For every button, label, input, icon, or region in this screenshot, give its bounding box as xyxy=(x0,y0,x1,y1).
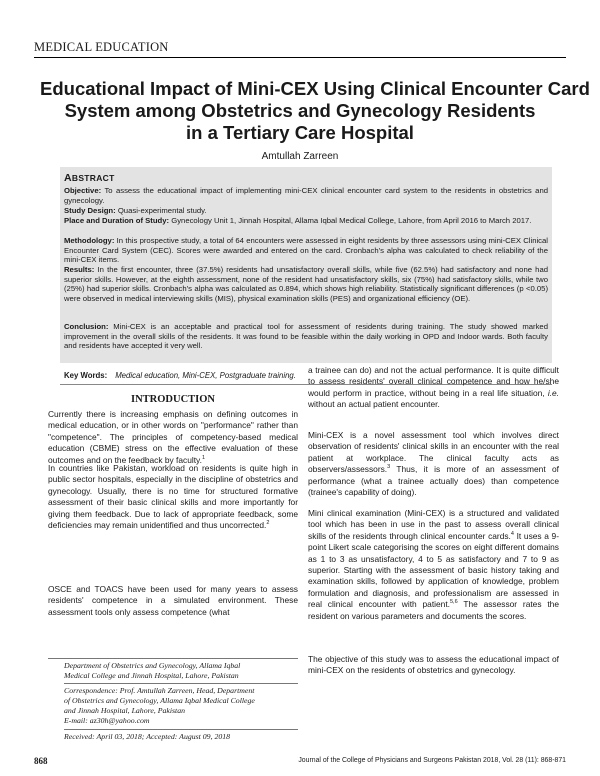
abstract-heading xyxy=(64,172,115,184)
journal-citation-footer: Journal of the College of Physicians and Surgeons Pakistan 2018, Vol. 28 (11): 868-871 xyxy=(298,757,566,764)
abstract-place xyxy=(64,216,548,226)
place-label: Place and Duration of Study: xyxy=(64,216,170,225)
section-label: MEDICAL EDUCATION xyxy=(34,40,169,54)
citation: 2 xyxy=(266,520,270,527)
correspondence: Correspondence: Prof. Amtullah Zarreen, Head, Department of Obstetrics and Gynecology, Allama Iqbal Medical College and Jinnah Hospital, Lahore, Pakistan E-mail: az30h@yahoo.com xyxy=(64,686,296,726)
place-text: Gynecology Unit 1, Jinnah Hospital, Allama Iqbal Medical College, Lahore, from April 2016 to March 2017. xyxy=(171,216,532,225)
intro-paragraph-7: The objective of this study was to assess the educational impact of mini-CEX on the residents of obstetrics and gynecology. xyxy=(308,654,559,676)
intro-paragraph-1: Currently there is increasing emphasis on defining outcomes in medical education, or in other words on "performance" rather than "competence". The principles of competency-based medical education (CBME) stress on the effective evaluation of these outcomes and on the feedback by faculty.$^1$ xyxy=(48,409,298,465)
page-number: 868 xyxy=(34,756,48,766)
affiliation: Department of Obstetrics and Gynecology, Allama Iqbal Medical College and Jinnah Hospital, Lahore, Pakistan xyxy=(64,661,241,680)
introduction-heading: INTRODUCTION xyxy=(130,394,215,405)
results-text: In the first encounter, three (37.5%) residents had unsatisfactory overall skills, while five (62.5%) had satisfactory and none had superior skills. However, at the eighth assessment, none of the resident had unsatisfactory skills, six (75%) had satisfactory skills, while two (25%) had superior skills. Cronbach's alpha was calculated as 0.894, which shows high reliability. Statistically significant differences (p <0.05) were observed in medical interviewing skills (MIS), physical examination skills (PES) and organizational efficiency (OE). xyxy=(64,265,548,303)
results-label: Results: xyxy=(64,265,95,274)
design-label: Study Design: xyxy=(64,206,116,215)
footnote-rule-bottom xyxy=(64,729,298,730)
title-line-1: Educational Impact of Mini-CEX Using Clinical Encounter Card xyxy=(40,78,590,99)
article-title xyxy=(40,78,590,144)
keywords xyxy=(64,371,296,380)
keywords-text: Medical education, Mini-CEX, Postgraduate training. xyxy=(115,371,296,380)
abstract-results xyxy=(64,265,548,303)
design-text: Quasi-experimental study. xyxy=(117,206,207,215)
author-name: Amtullah Zarreen xyxy=(261,151,339,162)
conclusion-text: Mini-CEX is an acceptable and practical tool for assessment of residents during training. The study showed marked improvement in the overall skills of the residents. It was found to be feasible within the daily working in OPD and Indoor wards. Both faculty and residents have accepted it very well. xyxy=(64,322,548,351)
objective-label: Objective: xyxy=(64,186,102,195)
abstract-design xyxy=(64,206,548,216)
conclusion-label: Conclusion: xyxy=(64,322,109,331)
abstract-methodology xyxy=(64,236,548,265)
abstract-heading-rest: BSTRACT xyxy=(71,173,115,183)
intro-paragraph-4: a trainee can do) and not the actual performance. It is quite difficult to assess residents' overall clinical competence and how he/she would perform in practice, without being in a real life situation, i.e. without an actual patient encounter. xyxy=(308,365,559,410)
abstract-heading-initial: A xyxy=(64,172,72,184)
footnote-rule-top xyxy=(48,658,298,659)
methodology-label: Methodology: xyxy=(64,236,115,245)
intro-paragraph-3: OSCE and TOACS have been used for many years to assess residents' competence in a simulated environment. These assessment tools only assess competence (what xyxy=(48,584,298,617)
correspondence-email: E-mail: az30h@yahoo.com xyxy=(64,716,150,725)
title-line-2: System among Obstetrics and Gynecology Residents xyxy=(64,100,536,121)
abstract-conclusion xyxy=(64,322,548,351)
keywords-label: Key Words: xyxy=(64,371,108,380)
citation: 1 xyxy=(201,454,206,461)
received-accepted-dates: Received: April 03, 2018; Accepted: August 09, 2018 xyxy=(64,732,231,741)
methodology-text: In this prospective study, a total of 64 encounters were assessed in eight residents by three assessors using mini-CEX Clinical Encounter Card System (CEC). Scores were awarded and entered on the card. Cronbach's alpha was calculated to check reliability of the mini-CEX items. xyxy=(64,236,549,265)
footnote-rule-middle xyxy=(64,683,298,684)
header-rule xyxy=(34,57,566,58)
citation: 4 xyxy=(510,531,514,538)
objective-text: To assess the educational impact of implementing mini-CEX clinical encounter card system to the residents in obstetrics and gynecology. xyxy=(64,186,548,205)
intro-paragraph-6: Mini clinical examination (Mini-CEX) is a structured and validated tool which has been in use in the past to assess overall clinical skills of the residents through clinical encounter cards.$^4$ It uses a 9-point Likert scale categorising the scores on eight different domains as 1 to 3 as unsatisfactory, 4 to 5 as satisfactory and 7 to 9 as superior. Starting with the assessment of basic history taking and examination skills, followed by application of knowledge, problem formulation and diagnosis, and professionalism are assessed in real clinical encounter with patient.$^{5,6}$ The assessor rates the resident on various parameters and documents the scores. xyxy=(308,508,560,621)
title-line-3: in a Tertiary Care Hospital xyxy=(186,122,414,143)
intro-paragraph-5: Mini-CEX is a novel assessment tool which involves direct observation of residents' clinical skills in an encounter with the real patient at workplace. The clinical faculty acts as observers/assessors.$^3$ Thus, it is more of an assessment of performance (what a trainee actually does) than competence (trainee's capability of doing). xyxy=(308,430,559,498)
citation: 3 xyxy=(387,464,391,471)
intro-paragraph-2: In countries like Pakistan, workload on residents is quite high in public sector hospitals, especially in the discipline of obstetrics and gynecology. Usually, there is no time for structured formative assessment of their basic clinical skills and more importantly for giving them feedback. Due to lack of appropriate feedback, some deficiencies may remain unidentified and thus uncorrected.$^2$ xyxy=(48,463,298,531)
citation: 5,6 xyxy=(450,599,458,606)
abstract-objective xyxy=(64,186,548,205)
